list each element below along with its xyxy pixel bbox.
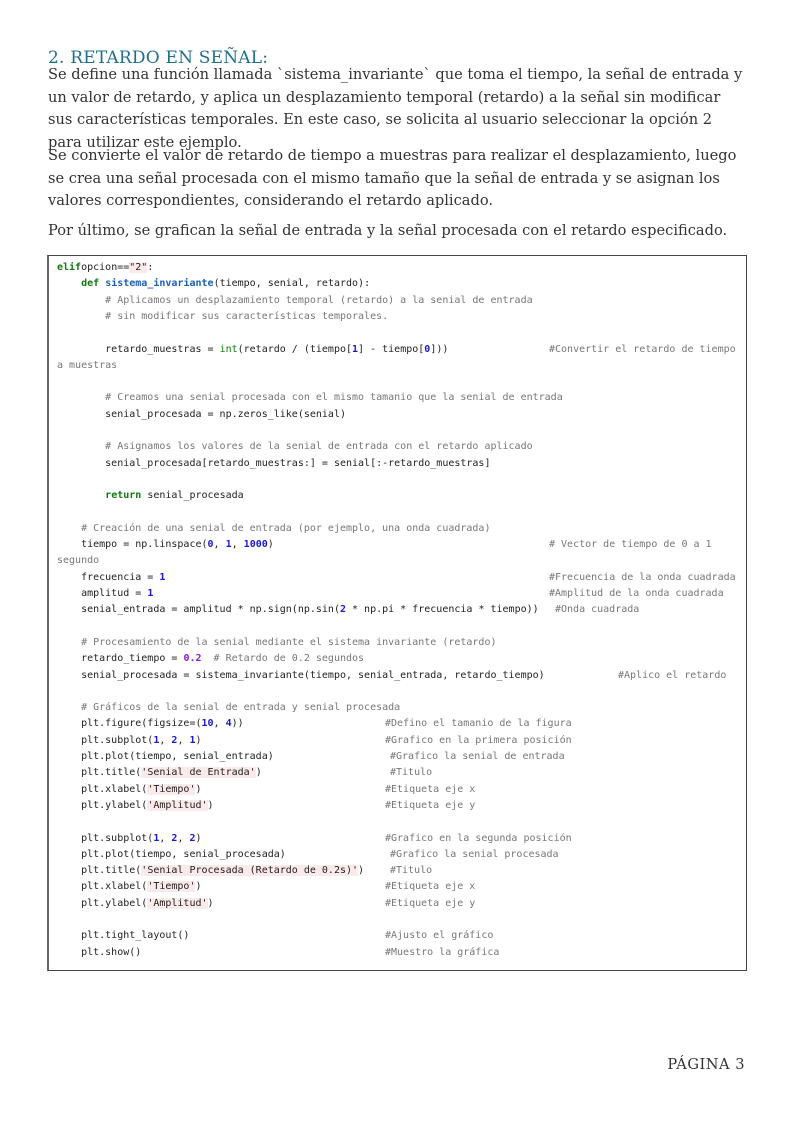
code-token-num: 2 xyxy=(189,832,196,844)
code-inline-comment: #Grafico la senial procesada xyxy=(390,848,559,860)
code-line xyxy=(57,521,490,537)
code-line xyxy=(57,570,165,586)
code-token-num: 1000 xyxy=(243,539,268,551)
code-line xyxy=(57,309,388,325)
code-token: , xyxy=(231,539,244,551)
code-token-kw: elif xyxy=(57,262,82,273)
code-token: ) xyxy=(195,783,202,795)
code-token: plt.show() xyxy=(57,946,142,958)
code-token-cm: # Procesamiento de la senial mediante el sistema invariante (retardo) xyxy=(57,636,497,648)
code-token: opcion== xyxy=(81,262,130,273)
code-line xyxy=(57,765,262,781)
code-line xyxy=(57,831,202,847)
code-token-cm: # Asignamos los valores de la senial de entrada con el retardo aplicado xyxy=(57,441,533,453)
code-line xyxy=(57,488,244,504)
code-line xyxy=(57,537,274,553)
code-line xyxy=(57,553,99,569)
code-inline-comment: #Aplico el retardo xyxy=(618,669,727,681)
code-token: ) xyxy=(255,767,262,779)
code-line xyxy=(57,260,153,276)
code-line xyxy=(57,879,202,895)
code-token-num: 1 xyxy=(147,588,154,599)
code-inline-comment: #Grafico la senial de entrada xyxy=(390,751,565,762)
code-token: plt.tight_layout() xyxy=(57,930,190,942)
code-token: plt.title( xyxy=(57,865,142,877)
code-token-num: 4 xyxy=(225,718,232,730)
code-token-str: 'Senial de Entrada' xyxy=(141,767,256,779)
code-token: tiempo = np.linspace( xyxy=(57,539,208,551)
code-token-cm: # Gráficos de la senial de entrada y senial procesada xyxy=(57,702,401,714)
code-token: ) xyxy=(267,539,274,551)
page-number: PÁGINA 3 xyxy=(667,1056,745,1073)
code-token: ) xyxy=(195,881,202,893)
code-line xyxy=(57,847,286,863)
code-token: senial_entrada = amplitud * np.sign(np.sin( xyxy=(57,604,340,616)
code-line xyxy=(57,733,202,749)
code-line xyxy=(57,390,563,406)
code-inline-comment: #Defino el tamanio de la figura xyxy=(385,718,572,730)
code-token-cm: a muestras xyxy=(57,359,118,371)
code-token: )) xyxy=(231,718,244,730)
code-token-num: 10 xyxy=(201,718,214,730)
code-token: * np.pi * frecuencia * tiempo)) xyxy=(346,604,539,616)
code-token: ) xyxy=(358,865,365,877)
code-token: plt.figure(figsize=( xyxy=(57,718,202,730)
code-token-fn: sistema_invariante xyxy=(105,278,214,290)
code-line xyxy=(57,668,545,684)
code-token-num: 1 xyxy=(225,539,232,551)
code-token-num: 2 xyxy=(171,832,178,844)
code-line xyxy=(57,586,153,602)
code-line xyxy=(57,651,364,667)
code-line xyxy=(57,700,400,716)
code-token: plt.plot(tiempo, senial_entrada) xyxy=(57,751,274,762)
code-token: amplitud = xyxy=(57,588,148,599)
code-token: plt.plot(tiempo, senial_procesada) xyxy=(57,848,286,860)
code-token-cm: # Creamos una senial procesada con el mismo tamanio que la senial de entrada xyxy=(57,392,563,404)
code-inline-comment: #Etiqueta eje x xyxy=(385,881,476,893)
code-token-str: 'Amplitud' xyxy=(147,897,208,909)
code-token-str: 'Tiempo' xyxy=(147,881,196,893)
code-line xyxy=(57,358,117,374)
code-token-num: 1 xyxy=(153,832,160,844)
code-token-num: 0 xyxy=(424,343,431,355)
code-inline-comment: #Convertir el retardo de tiempo xyxy=(549,343,736,355)
code-line xyxy=(57,863,364,879)
code-inline-comment: #Ajusto el gráfico xyxy=(385,930,494,942)
code-inline-comment: #Muestro la gráfica xyxy=(385,946,500,958)
code-line xyxy=(57,276,370,292)
code-inline-comment: # Vector de tiempo de 0 a 1 xyxy=(549,539,712,551)
code-token-num: 1 xyxy=(189,734,196,746)
code-token-str: 'Amplitud' xyxy=(147,799,208,811)
code-token: senial_procesada = np.zeros_like(senial) xyxy=(57,408,346,420)
code-token: , xyxy=(213,539,226,551)
code-inline-comment: #Titulo xyxy=(390,865,433,877)
code-token-kw: return xyxy=(105,490,142,502)
code-token: senial_procesada[retardo_muestras:] = senial[:-retardo_muestras] xyxy=(57,457,491,469)
code-token-num: 1 xyxy=(352,343,359,355)
code-line xyxy=(57,716,244,732)
code-line xyxy=(57,342,448,358)
code-line xyxy=(57,407,346,423)
code-inline-comment: #Titulo xyxy=(390,767,433,779)
code-line xyxy=(57,782,202,798)
code-token-num: 1 xyxy=(159,571,166,583)
code-token-cm: # Aplicamos un desplazamiento temporal (retardo) a la senial de entrada xyxy=(57,294,533,306)
code-inline-comment: #Amplitud de la onda cuadrada xyxy=(549,588,724,599)
code-token: , xyxy=(213,718,226,730)
code-inline-comment: #Frecuencia de la onda cuadrada xyxy=(549,571,736,583)
code-token: ) xyxy=(207,897,214,909)
code-token: plt.ylabel( xyxy=(57,799,148,811)
paragraph-description: Se define una función llamada `sistema_invariante` que toma el tiempo, la señal de entrada y un valor de retardo, y aplica un desplazamiento temporal (retardo) a la señal sin modificar sus características temporales. En este caso, se solicita al usuario seleccionar la opción 2 para utilizar este ejemplo. xyxy=(48,66,743,151)
code-token: frecuencia = xyxy=(57,571,160,583)
code-token: plt.ylabel( xyxy=(57,897,148,909)
code-token: plt.subplot( xyxy=(57,734,154,746)
code-token: ) xyxy=(195,832,202,844)
code-token-str: 'Senial Procesada (Retardo de 0.2s)' xyxy=(141,865,359,877)
code-token-num: 2 xyxy=(171,734,178,746)
code-token: plt.xlabel( xyxy=(57,783,148,795)
code-token-num: 1 xyxy=(153,734,160,746)
code-token: plt.subplot( xyxy=(57,832,154,844)
code-token: (retardo / (tiempo[ xyxy=(237,343,353,355)
code-line xyxy=(57,896,214,912)
code-line xyxy=(57,798,214,814)
code-token-cm: # sin modificar sus características temporales. xyxy=(57,310,389,322)
code-token: plt.title( xyxy=(57,767,142,779)
code-line xyxy=(57,439,533,455)
code-token: ) xyxy=(195,734,202,746)
code-token: retardo_muestras = xyxy=(57,343,220,355)
paragraph-conversion: Se convierte el valor de retardo de tiempo a muestras para realizar el desplazamiento, luego se crea una señal procesada con el mismo tamaño que la señal de entrada y se asignan los valores correspondientes, considerando el retardo aplicado. xyxy=(48,147,737,209)
code-token xyxy=(57,278,81,289)
code-inline-comment: #Etiqueta eje x xyxy=(385,783,476,795)
code-token-kw: def xyxy=(81,278,100,290)
code-token: , xyxy=(177,734,190,746)
code-line xyxy=(57,293,533,309)
code-token xyxy=(57,490,105,501)
code-line xyxy=(57,945,141,961)
code-token: senial_procesada = sistema_invariante(tiempo, senial_entrada, retardo_tiempo) xyxy=(57,669,545,681)
code-token: retardo_tiempo = xyxy=(57,653,184,665)
code-token: (tiempo, senial, retardo): xyxy=(213,278,371,290)
section-heading: 2. RETARDO EN SEÑAL: xyxy=(48,48,269,68)
code-inline-comment: #Etiqueta eje y xyxy=(385,799,476,811)
code-token-num: 0 xyxy=(207,539,214,551)
code-token: , xyxy=(177,832,190,844)
code-token-bi: int xyxy=(219,343,238,355)
code-line xyxy=(57,456,490,472)
code-block xyxy=(47,255,747,971)
code-token: : xyxy=(147,262,154,273)
code-token-cm: # Retardo de 0.2 segundos xyxy=(201,653,365,665)
code-inline-comment: #Etiqueta eje y xyxy=(385,897,476,909)
code-inline-comment: #Grafico en la segunda posición xyxy=(385,832,572,844)
code-token: ] - tiempo[ xyxy=(358,343,425,355)
code-line xyxy=(57,928,189,944)
code-token: , xyxy=(159,832,172,844)
code-token-str: 'Tiempo' xyxy=(147,783,196,795)
code-token: plt.xlabel( xyxy=(57,881,148,893)
code-token: ])) xyxy=(430,343,449,355)
code-token-str: "2" xyxy=(129,262,148,273)
code-token: senial_procesada xyxy=(141,490,244,502)
code-token-flt: 0.2 xyxy=(183,653,202,665)
code-inline-comment: #Onda cuadrada xyxy=(555,604,640,616)
code-line xyxy=(57,602,539,618)
paragraph-plotting: Por último, se grafican la señal de entrada y la señal procesada con el retardo especificado. xyxy=(48,222,728,239)
code-token-num: 2 xyxy=(339,604,346,616)
code-token: , xyxy=(159,734,172,746)
code-line xyxy=(57,635,497,651)
code-inline-comment: #Grafico en la primera posición xyxy=(385,734,572,746)
code-token-cm: segundo xyxy=(57,555,100,567)
code-token: ) xyxy=(207,799,214,811)
code-line xyxy=(57,749,274,765)
code-token-cm: # Creación de una senial de entrada (por ejemplo, una onda cuadrada) xyxy=(57,522,491,534)
